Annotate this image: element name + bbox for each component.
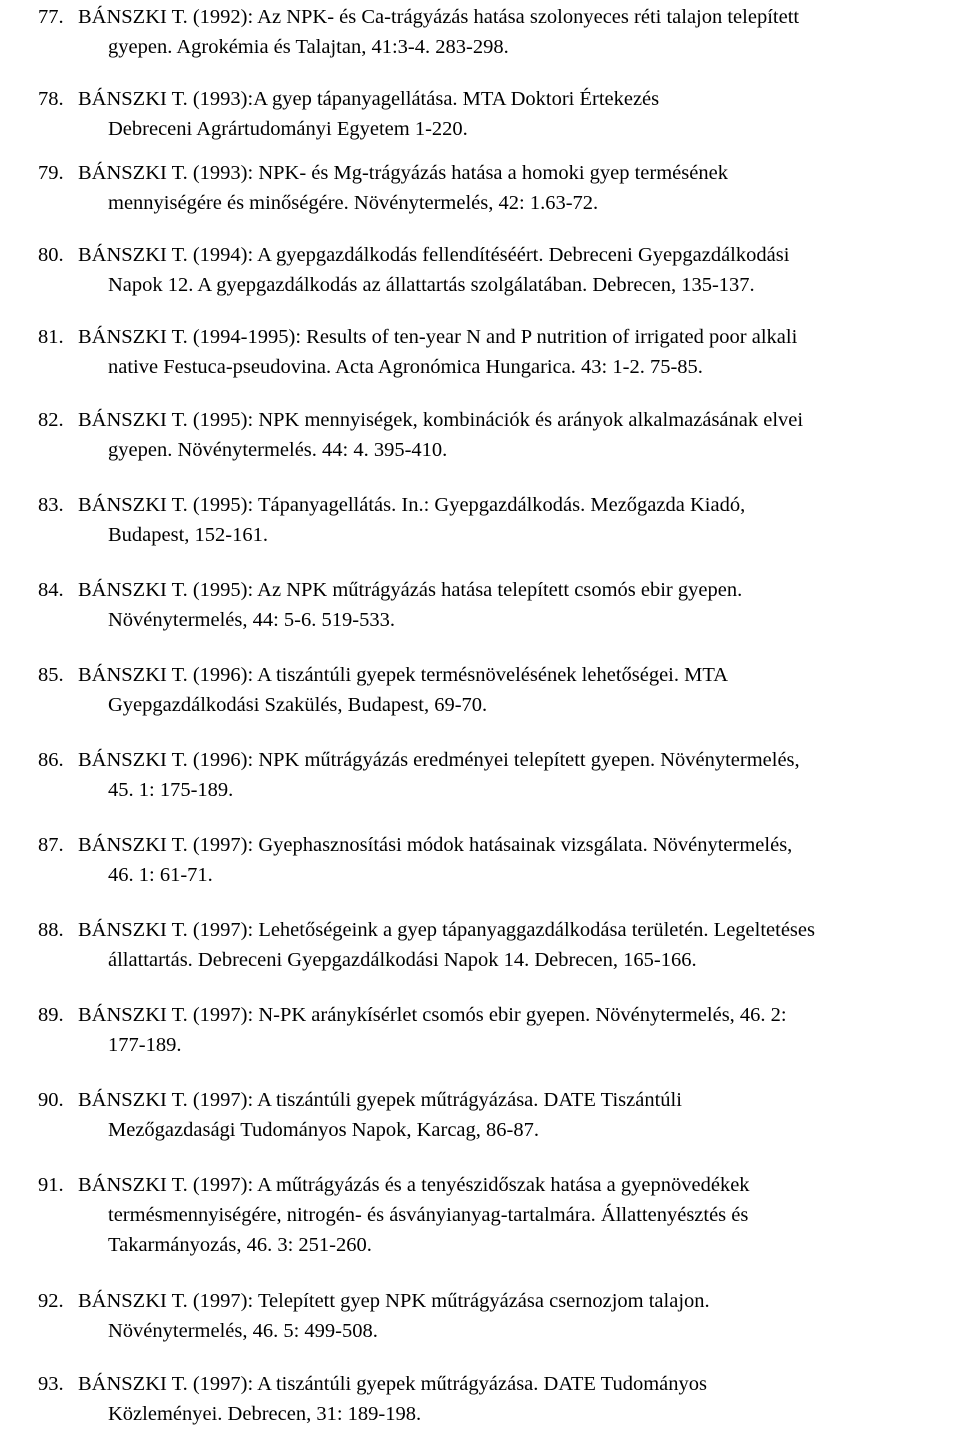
reference-text-line: Növénytermelés, 44: 5-6. 519-533.: [108, 609, 395, 631]
reference-text-line: BÁNSZKI T. (1995): Tápanyagellátás. In.: Gyepgazdálkodás. Mezőgazda Kiadó,: [78, 494, 746, 516]
reference-text-line: BÁNSZKI T. (1997): A tiszántúli gyepek műtrágyázása. DATE Tudományos: [78, 1373, 707, 1395]
reference-text-line: 177-189.: [108, 1034, 182, 1056]
reference-entry-88: [38, 915, 960, 975]
reference-text-line: BÁNSZKI T. (1996): NPK műtrágyázás eredményei telepített gyepen. Növénytermelés,: [78, 749, 800, 771]
reference-entry-83: [38, 490, 960, 550]
reference-text-line: gyepen. Növénytermelés. 44: 4. 395-410.: [108, 439, 448, 461]
reference-text-line: BÁNSZKI T. (1994): A gyepgazdálkodás fellendítéséért. Debreceni Gyepgazdálkodási: [78, 244, 790, 266]
reference-number: 92.: [38, 1290, 64, 1312]
reference-number: 84.: [38, 579, 64, 601]
reference-text-line: állattartás. Debreceni Gyepgazdálkodási Napok 14. Debrecen, 165-166.: [108, 949, 697, 971]
reference-text-line: native Festuca-pseudovina. Acta Agronómica Hungarica. 43: 1-2. 75-85.: [108, 356, 703, 378]
reference-entry-80: [38, 240, 960, 300]
reference-text-line: Budapest, 152-161.: [108, 524, 268, 546]
reference-number: 91.: [38, 1174, 64, 1196]
reference-entry-89: [38, 1000, 960, 1060]
reference-entry-86: [38, 745, 960, 805]
reference-text-line: mennyiségére és minőségére. Növénytermelés, 42: 1.63-72.: [108, 192, 599, 214]
reference-text-line: 46. 1: 61-71.: [108, 864, 213, 886]
reference-text-line: Növénytermelés, 46. 5: 499-508.: [108, 1320, 378, 1342]
reference-entry-87: [38, 830, 960, 890]
reference-text-line: BÁNSZKI T. (1997): N-PK aránykísérlet csomós ebir gyepen. Növénytermelés, 46. 2:: [78, 1004, 787, 1026]
reference-number: 82.: [38, 409, 64, 431]
reference-number: 80.: [38, 244, 64, 266]
reference-text-line: BÁNSZKI T. (1994-1995): Results of ten-year N and P nutrition of irrigated poor alkali: [78, 326, 798, 348]
reference-number: 79.: [38, 162, 64, 184]
reference-number: 81.: [38, 326, 64, 348]
reference-text-line: termésmennyiségére, nitrogén- és ásványianyag-tartalmára. Állattenyésztés és: [108, 1204, 749, 1226]
reference-text-line: BÁNSZKI T. (1995): Az NPK műtrágyázás hatása telepített csomós ebir gyepen.: [78, 579, 743, 601]
reference-text-line: BÁNSZKI T. (1997): A műtrágyázás és a tenyészidőszak hatása a gyepnövedékek: [78, 1174, 750, 1196]
reference-text-line: BÁNSZKI T. (1993): NPK- és Mg-trágyázás hatása a homoki gyep termésének: [78, 162, 728, 184]
reference-text-line: gyepen. Agrokémia és Talajtan, 41:3-4. 283-298.: [108, 36, 509, 58]
reference-text-line: BÁNSZKI T. (1997): A tiszántúli gyepek műtrágyázása. DATE Tiszántúli: [78, 1089, 682, 1111]
reference-entry-82: [38, 405, 960, 465]
reference-number: 83.: [38, 494, 64, 516]
reference-number: 85.: [38, 664, 64, 686]
reference-number: 86.: [38, 749, 64, 771]
reference-entry-90: [38, 1085, 960, 1145]
reference-text-line: BÁNSZKI T. (1992): Az NPK- és Ca-trágyázás hatása szolonyeces réti talajon telepített: [78, 6, 800, 28]
reference-number: 77.: [38, 6, 64, 28]
reference-number: 89.: [38, 1004, 64, 1026]
reference-text-line: Mezőgazdasági Tudományos Napok, Karcag, 86-87.: [108, 1119, 539, 1141]
reference-entry-77: [38, 2, 960, 62]
reference-text-line: Napok 12. A gyepgazdálkodás az állattartás szolgálatában. Debrecen, 135-137.: [108, 274, 755, 296]
reference-text-line: BÁNSZKI T. (1997): Lehetőségeink a gyep tápanyaggazdálkodása területén. Legeltetéses: [78, 919, 815, 941]
reference-entry-93: [38, 1369, 960, 1429]
reference-entry-84: [38, 575, 960, 635]
reference-text-line: BÁNSZKI T. (1997): Gyephasznosítási módok hatásainak vizsgálata. Növénytermelés,: [78, 834, 793, 856]
reference-entry-81: [38, 322, 960, 382]
reference-text-line: BÁNSZKI T. (1993):A gyep tápanyagellátása. MTA Doktori Értekezés: [78, 88, 660, 110]
reference-entry-85: [38, 660, 960, 720]
reference-number: 87.: [38, 834, 64, 856]
reference-text-line: BÁNSZKI T. (1996): A tiszántúli gyepek termésnövelésének lehetőségei. MTA: [78, 664, 729, 686]
reference-text-line: 45. 1: 175-189.: [108, 779, 234, 801]
reference-entry-91: [38, 1170, 960, 1260]
reference-number: 90.: [38, 1089, 64, 1111]
reference-entry-79: [38, 158, 960, 218]
reference-text-line: Gyepgazdálkodási Szakülés, Budapest, 69-70.: [108, 694, 488, 716]
reference-text-line: BÁNSZKI T. (1995): NPK mennyiségek, kombinációk és arányok alkalmazásának elvei: [78, 409, 804, 431]
reference-text-line: Debreceni Agrártudományi Egyetem 1-220.: [108, 118, 468, 140]
reference-number: 78.: [38, 88, 64, 110]
reference-entry-92: [38, 1286, 960, 1346]
reference-text-line: Közleményei. Debrecen, 31: 189-198.: [108, 1403, 422, 1425]
reference-text-line: Takarmányozás, 46. 3: 251-260.: [108, 1234, 372, 1256]
reference-text-line: BÁNSZKI T. (1997): Telepített gyep NPK műtrágyázása csernozjom talajon.: [78, 1290, 710, 1312]
reference-number: 93.: [38, 1373, 64, 1395]
reference-number: 88.: [38, 919, 64, 941]
reference-entry-78: [38, 84, 960, 144]
